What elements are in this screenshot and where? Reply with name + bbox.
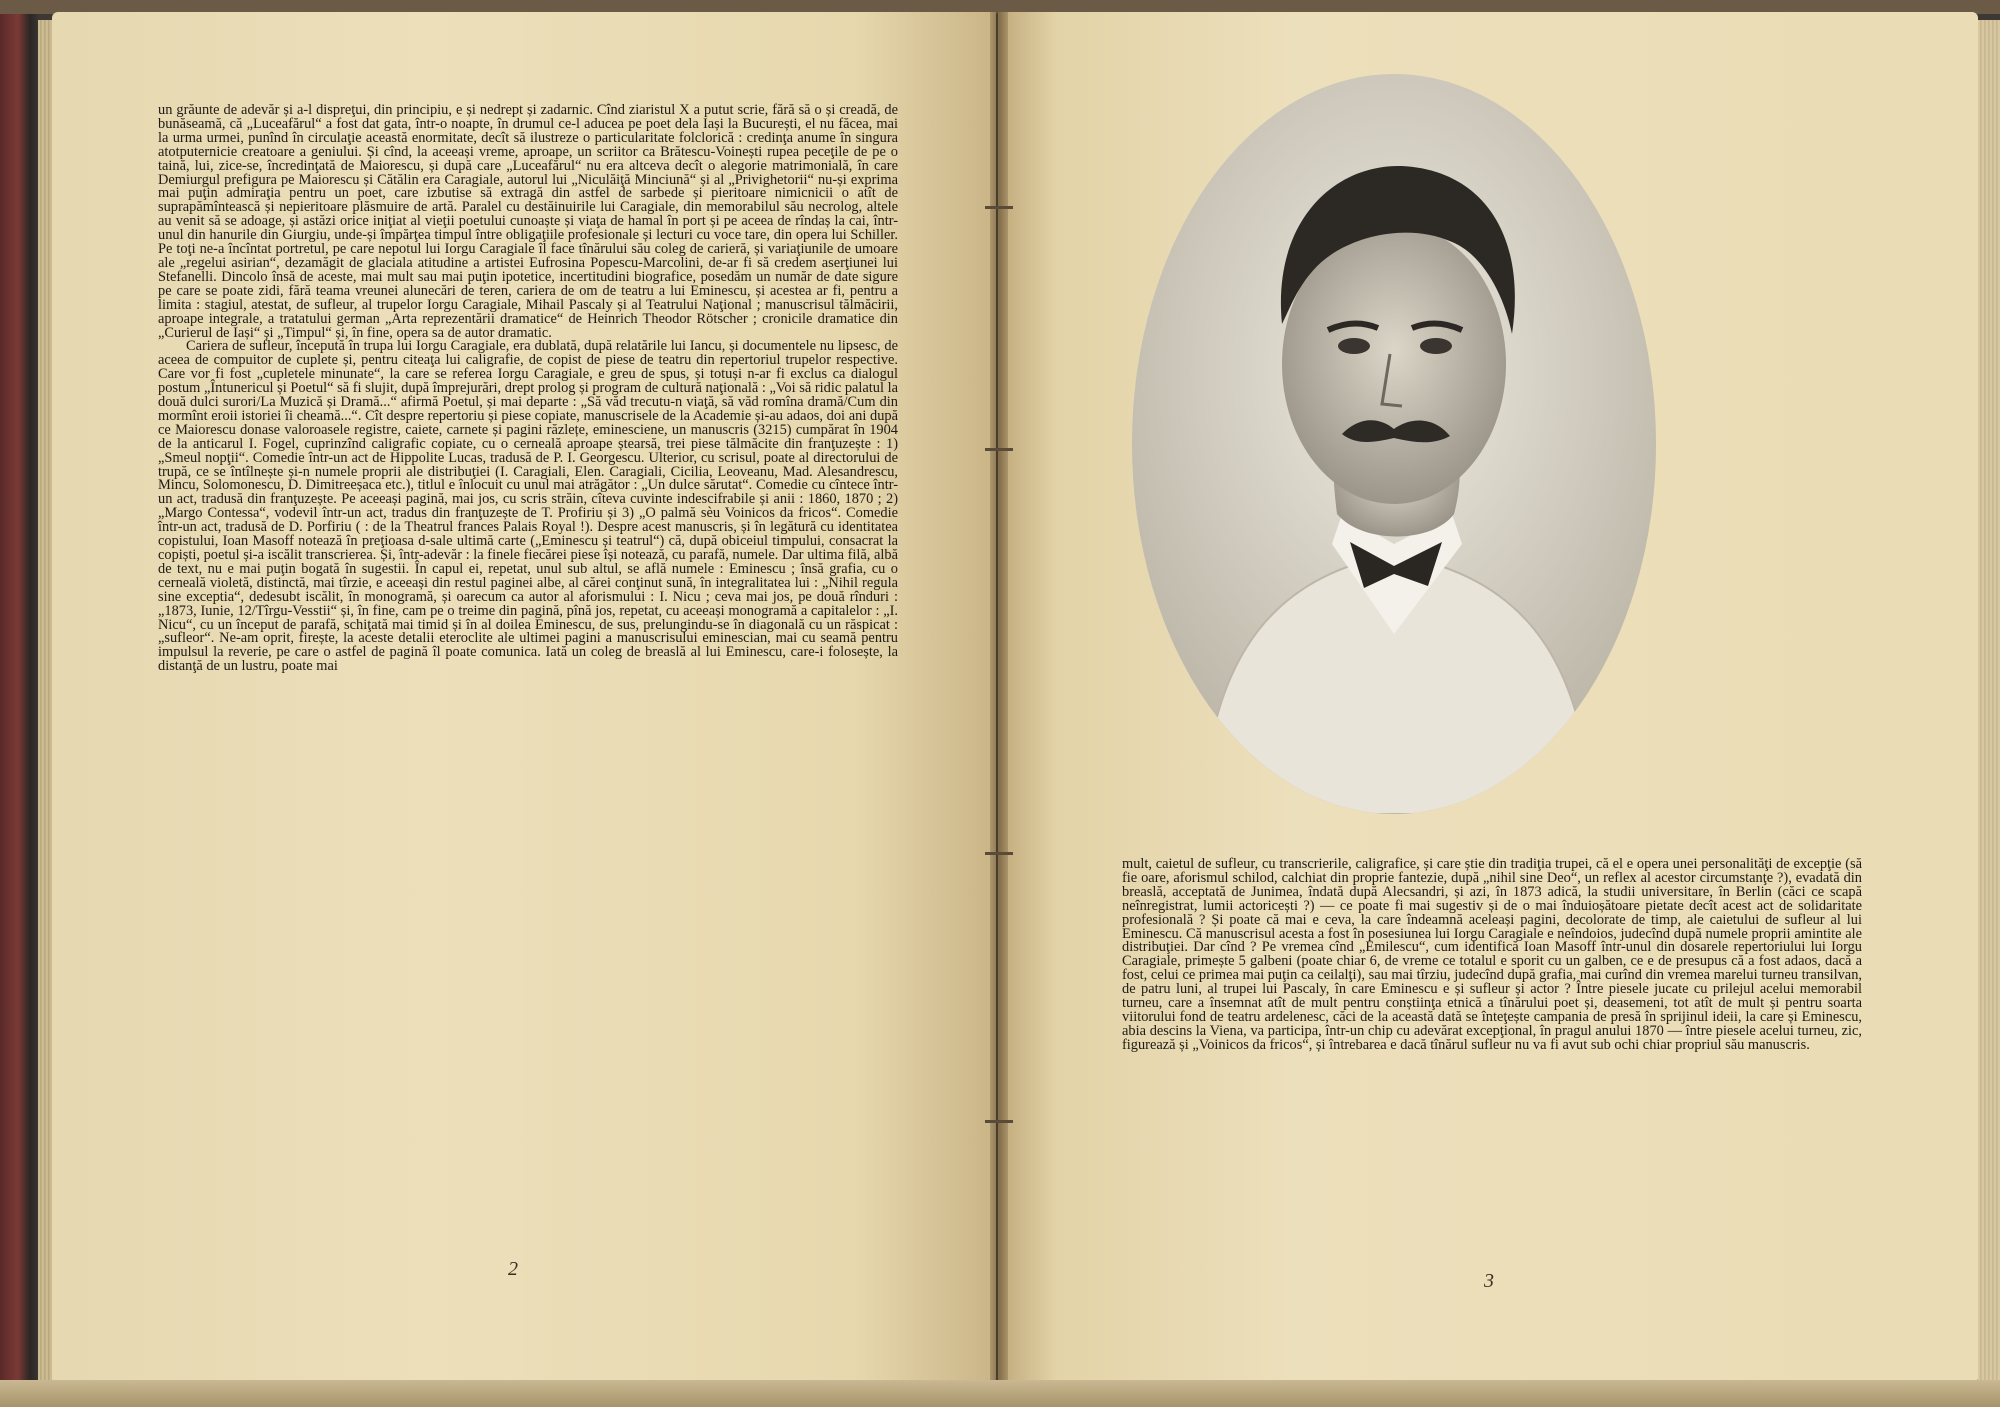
book-gutter: [990, 12, 1008, 1384]
binding-stitch: [985, 448, 1013, 451]
book-cover-bottom: [0, 1380, 2000, 1407]
page-number-right: 3: [1484, 1270, 1494, 1292]
portrait-photograph: [1132, 74, 1656, 814]
portrait-image: [1132, 74, 1656, 814]
paragraph: Cariera de sufleur, începută în trupa lui Iorgu Caragiale, era dublată, după relatările lui Iancu, și documentele nu lipsesc, de aceea de compuitor de cuplete și, pentru citeaţa lui caligrafie, de copist de piese de teatru din repertoriul trupelor respective. Care vor fi fost „cupletele minunate“, la care se referea Iorgu Caragiale, e greu de spus, și totuși n-ar fi exclus ca dialogul postum „Întunericul și Poetul“ să fi slujit, după împrejurări, drept prolog și program de cultură naţională : „Voi să ridic palatul la două dulci surori/La Muzică și Dramă...“ afirmă Poetul, și mai departe : „Să văd trecutu-n viaţă, să văd romîna dramă/Cum din mormînt eroii istoriei îi cheamă...“. Cît despre repertoriu și piese copiate, manuscrisele de la Academie și-au adaos, doi ani după ce Maiorescu donase valoroasele registre, caiete, carnete și pagini răzlețe, eminesciene, un manuscris (3215) cumpărat în 1904 de la anticarul I. Fogel, cuprinzînd caligrafic copiate, cu o cerneală aproape ștearsă, trei piese tălmăcite din franţuzește : 1) „Smeul nopţii“. Comedie într-un act de Hippolite Lucas, tradusă de P. I. Georgescu. Ulterior, cu scrisul, poate al directorului de trupă, ce se întîlnește și-n numele proprii ale distribuţiei (I. Caragiali, Elen. Caragiali, Cicilia, Leoveanu, Mad. Alesandrescu, Mincu, Solomonescu, D. Dimitreeșaca etc.), titlul e înlocuit cu unul mai atrăgător : „Un dulce sărutat“. Comedie cu cîntece într-un act, tradusă din franţuzește. Pe aceeași pagină, mai jos, cu scris străin, cîteva cuvinte indescifrabile și anii : 1860, 1870 ; 2) „Margo Contessa“, vodevil într-un act, tradus din franţuzește de T. Profiriu și 3) „O palmă sèu Voinicos da fricos“. Comedie într-un act, tradusă de D. Porfiriu ( : de la Theatrul frances Palais Royal !). Despre acest manuscris, și în legătură cu identitatea copistului, Ioan Masoff notează în preţioasa d-sale ultimă carte („Eminescu și teatrul“) că, după obiceiul timpului, consacrat la copiști, poetul și-a iscălit transcrierea. Și, într-adevăr : la finele fiecărei piese își notează, cu parafă, numele. Dar ultima filă, albă de text, nu e mai puţin bogată în sugestii. În capul ei, repetat, unul sub altul, se află numele : Eminescu ; însă grafia, cu o cerneală violetă, distinctă, mai tîrzie, e aceeași din restul paginei albe, al cărei conţinut sună, în integralitatea lui : „Nihil regula sine exceptia“, dedesubt iscălit, în monogramă, și oarecum ca autor al aforismului : I. Nicu ; ceva mai jos, pe două rînduri : „1873, Iunie, 12/Tîrgu-Vesstii“ și, în fine, cam pe o treime din pagină, pînă jos, repetat, cu aceeași monogramă a capitalelor : „I. Nicu“, cu un început de parafă, schiţată mai timid și în al doilea Eminescu, de sus, prelungindu-se în diagonală cu un răspicat : „sufleor“. Ne-am oprit, firește, la aceste detalii eteroclite ale ultimei pagini a manuscrisului eminescian, mai cu seamă pentru impulsul la reverie, pe care o astfel de pagină îl poate comunica. Iată un coleg de breaslă al lui Eminescu, care-i folosește, la distanţă de un lustru, poate mai: [158, 338, 898, 675]
binding-stitch: [985, 1120, 1013, 1123]
binding-stitch: [985, 206, 1013, 209]
page-edges-right: [1978, 20, 2000, 1385]
binding-stitch: [985, 852, 1013, 855]
paragraph: mult, caietul de sufleur, cu transcrierile, caligrafice, și care știe din tradiţia trupei, că el e opera unei personalităţi de excepţie (să fie oare, aforismul schilod, calchiat din proprie fantezie, după „nihil sine Deo“, un reflex al acestor circumstanţe ?), evadată din breaslă, acceptată de Junimea, îndată după Alecsandri, și azi, în 1873 adică, la studii universitare, în Berlin (căci ce scapă neînregistrat, lumii actoricești ?) — ce poate fi mai sugestiv și de o mai înduioșătoare pietate decît acest act de solidaritate profesională ? Și poate că mai e ceva, la care îndeamnă aceleași pagini, decolorate de timp, ale caietului de sufleur al lui Eminescu. Că manuscrisul acesta a fost în posesiunea lui Iorgu Caragiale e neîndoios, judecînd după numele proprii amintite ale distribuţiei. Dar cînd ? Pe vremea cînd „Emilescu“, cum identifică Ioan Masoff într-unul din dosarele repertoriului lui Iorgu Caragiale, primește 5 galbeni (poate chiar 6, de vreme ce totalul e sporit cu un galben, ce e de presupus că a fost adaos, dacă a fost, celui ce primea mai puţin ca ceilalţi), sau mai tîrziu, judecînd după grafia, mai curînd din vremea marelui turneu transilvan, de patru luni, al trupei lui Pascaly, în care Eminescu e și sufleur și actor ? Între piesele jucate cu prilejul acelui memorabil turneu, care a însemnat atît de mult pentru conștiinţa etnică a tînărului poet și, deasemeni, tot atît de mult și pentru soarta viitorului fond de teatru ardelenesc, căci de la această dată se înteţește campania de presă în sprijinul ideii, la care și Eminescu, abia descins la Viena, va participa, într-un chip cu adevărat excepţional, în pragul anului 1870 — între piesele acelui turneu, zic, figurează și „Voinicos da fricos“, și întrebarea e dacă tînărul sufleur nu va fi avut sub ochi chiar propriul său manuscris.: [1122, 856, 1862, 1053]
left-page-text: [158, 104, 898, 674]
page-number-left: 2: [508, 1258, 518, 1280]
paragraph: un grăunte de adevăr și a-l dispreţui, din principiu, e și nedrept și zadarnic. Cînd ziaristul X a putut scrie, fără să o și creadă, de bunăseamă, că „Luceafărul“ a fost dat gata, într-o noapte, în drumul ce-l aducea pe poet dela Iași la București, el nu făcea, mai la urma urmei, punînd în circulaţie această enormitate, decît să ilustreze o particularitate folclorică : credinţa anume în singura atotputernicie creatoare a geniului. Și cînd, la aceeași vreme, aproape, un scriitor ca Brătescu-Voinești rupea peceţile de pe o taină, lui, zice-se, încredinţată de Maiorescu, și după care „Luceafărul“ nu era altceva decît o alegorie matrimonială, în care Demiurgul prefigura pe Maiorescu și Cătălin era Caragiale, autorul lui „Niculăiţă Minciună“ și al „Privighetorii“ nu-și exprima mai puţin admiraţia pentru un poet, care izbutise să extragă din astfel de sarbede și pieritoare nimicnicii o atît de suprapămîntească și nepieritoare plăsmuire de artă. Paralel cu destăinuirile lui Caragiale, din memorabilul său necrolog, altele au venit să se adoage, și astăzi orice iniţiat al vieţii poetului cunoaște și viaţa de hamal în port și pe aceea de rîndaș la cai, într-unul din hanurile din Giurgiu, unde-și împărţea timpul între obligaţiile profesionale și lecturi cu voce tare, din opera lui Schiller. Pe toţi ne-a încîntat portretul, pe care nepotul lui Iorgu Caragiale îl face tînărului său coleg de carieră, și variaţiunile de umoare ale „regelui asirian“, dezamăgit de glaciala atitudine a artistei Eufrosina Popescu-Marcolini, de-ar fi să credem aserţiunei lui Stefanelli. Dincolo însă de aceste, mai mult sau mai puţin ipotetice, incertitudini biografice, posedăm un număr de date sigure pe care se poate zidi, fără teama vreunei alunecări de teren, cariera de om de teatru a lui Eminescu, și acestea ar fi, pentru a limita : stagiul, atestat, de sufleur, al trupelor Iorgu Caragiale, Mihail Pascaly și al Teatrului Naţional ; manuscrisul tălmăcirii, aproape integrale, a tratatului german „Arta reprezentării dramatice“ de Heinrich Theodor Rötscher ; cronicile dramatice din „Curierul de Iași“ și „Timpul“ și, în fine, opera sa de autor dramatic.: [158, 102, 898, 341]
right-page-text: [1122, 858, 1862, 1053]
